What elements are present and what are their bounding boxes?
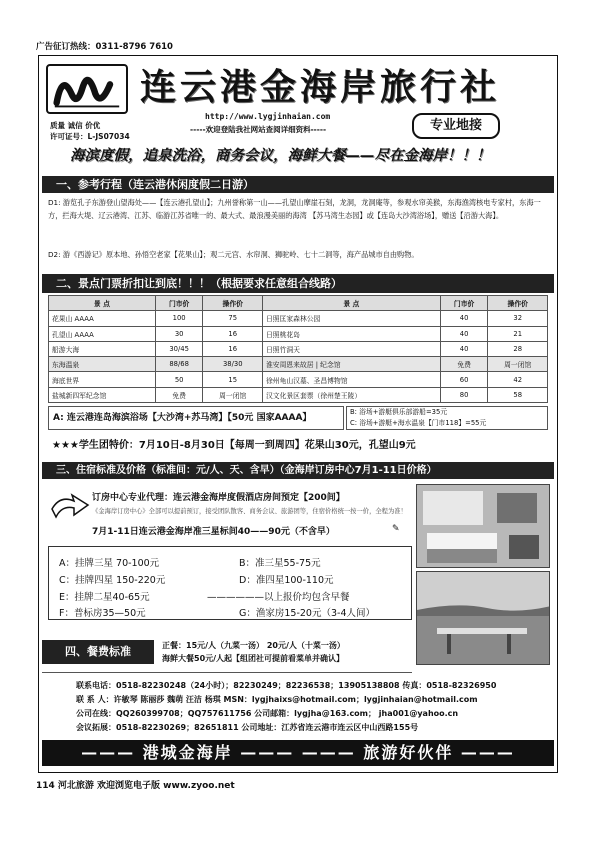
combo-bc bbox=[346, 406, 548, 430]
ad-hotline: 广告征订热线：0311-8796 7610 bbox=[36, 42, 173, 52]
table-cell: 38/30 bbox=[203, 357, 263, 372]
standard-room-price: 7月1-11日连云港金海岸准三星标间40——90元（不含早） bbox=[92, 527, 335, 537]
table-cell: 15 bbox=[203, 372, 263, 387]
divider bbox=[42, 672, 412, 673]
table-cell: 免费 bbox=[440, 357, 488, 372]
quality-line: 质量 诚信 价优 bbox=[50, 121, 101, 130]
table-cell: 日照匡家森林公园 bbox=[262, 311, 440, 326]
table-header: 门市价 bbox=[440, 296, 488, 311]
slogan: 海滨度假，追泉洗浴，商务会议，海鲜大餐——尽在金海岸！！！ bbox=[70, 148, 491, 164]
rate-g: G：渔家房15-20元（3-4人间） bbox=[239, 608, 375, 619]
arrow-icon bbox=[50, 493, 90, 523]
table-cell: 周一闭馆 bbox=[203, 387, 263, 402]
license-number: 许可证号：L-JS07034 bbox=[50, 132, 130, 141]
table-cell: 21 bbox=[488, 326, 548, 341]
local-host-badge: 专业地接 bbox=[412, 113, 500, 139]
table-cell: 40 bbox=[440, 341, 488, 356]
table-cell: 28 bbox=[488, 341, 548, 356]
student-offer: ★★★学生团特价：7月10日-8月30日【每周一到周四】花果山30元，孔望山9元 bbox=[52, 440, 416, 451]
table-row bbox=[49, 372, 548, 387]
table-cell: 50 bbox=[155, 372, 203, 387]
room-rates-box bbox=[48, 546, 412, 620]
agency-logo bbox=[46, 64, 128, 114]
table-cell: 75 bbox=[203, 311, 263, 326]
page-footer: 114 河北旅游 欢迎浏览电子版 www.zyoo.net bbox=[36, 781, 235, 791]
table-cell: 孔望山 AAAA bbox=[49, 326, 156, 341]
rate-breakfast-note: ——————以上报价均包含早餐 bbox=[207, 592, 350, 603]
combo-c: C: 浴场+游艇+海水温泉【门市118】=55元 bbox=[350, 419, 487, 427]
pointer-icon: ✎ bbox=[392, 524, 400, 534]
table-cell: 60 bbox=[440, 372, 488, 387]
table-cell: 海底世界 bbox=[49, 372, 156, 387]
table-cell: 船游大海 bbox=[49, 341, 156, 356]
table-cell: 30/45 bbox=[155, 341, 203, 356]
rate-f: F：普标房35—50元 bbox=[59, 608, 146, 619]
table-row bbox=[49, 341, 548, 356]
table-header: 门市价 bbox=[155, 296, 203, 311]
table-header: 操作价 bbox=[488, 296, 548, 311]
table-cell: 东海温泉 bbox=[49, 357, 156, 372]
website-link[interactable]: http://www.lygjinhaian.com bbox=[205, 112, 331, 121]
agency-name: 连云港金海岸旅行社 bbox=[140, 66, 501, 108]
table-row bbox=[49, 387, 548, 402]
rate-a: A：挂牌三星 70-100元 bbox=[59, 558, 160, 569]
combo-a: A: 连云港连岛海滨浴场【大沙湾+苏马湾】【50元 国家AAAA】 bbox=[48, 406, 344, 430]
welcome-text: -----欢迎登陆我社网站查阅详细资料----- bbox=[190, 125, 327, 134]
table-cell: 淮安周恩来故居 | 纪念馆 bbox=[262, 357, 440, 372]
ticket-price-table bbox=[48, 295, 548, 403]
logo-mountain-icon bbox=[48, 66, 126, 112]
day2-text: 游《西游记》原本地、孙悟空老家【花果山】；观二元宫、水帘洞、狮驼岭、七十二洞等，海产品城市自由购物。 bbox=[62, 250, 419, 259]
rate-e: E：挂牌二星40-65元 bbox=[59, 592, 150, 603]
table-cell: 盐城新四军纪念馆 bbox=[49, 387, 156, 402]
table-cell: 周一闭馆 bbox=[488, 357, 548, 372]
table-header: 景 点 bbox=[49, 296, 156, 311]
day2-label: D2: bbox=[48, 250, 61, 259]
table-cell: 80 bbox=[440, 387, 488, 402]
combo-b: B: 浴场+游艇俱乐部游船=35元 bbox=[350, 408, 448, 416]
table-cell: 16 bbox=[203, 326, 263, 341]
contact-address: 会议拓展：0518-82230269；82651811 公司地址：江苏省连云港市连云区中山西路155号 bbox=[76, 723, 419, 732]
table-row bbox=[49, 357, 548, 372]
itinerary-day1 bbox=[48, 196, 548, 222]
section-itinerary-header: 一、参考行程（连云港休闲度假二日游） bbox=[42, 176, 554, 193]
meal-line2: 海鲜大餐50元/人起【组团社可提前看菜单并确认】 bbox=[162, 654, 345, 663]
day1-text: 游览孔子东游登山望海处——【连云港孔望山】；九州誉称第一山——孔望山摩崖石刻，龙洞，龙洞庵等，参观水帘美猴，东海渔湾核电专家村，东海一方，拦海大堤、辽云港湾、江苏、临游江苏省唯一的、最大式、最浪漫美丽的海湾 bbox=[48, 198, 541, 220]
table-cell: 16 bbox=[203, 341, 263, 356]
section-lodging-header: 三、住宿标准及价格（标准间：元/人、天、含早）（金海岸订房中心7月1-11日价格） bbox=[42, 462, 554, 479]
hotel-room-photo bbox=[416, 484, 550, 568]
itinerary-day2 bbox=[48, 248, 548, 261]
table-header: 景 点 bbox=[262, 296, 440, 311]
booking-agent: 订房中心专业代理：连云港金海岸度假酒店房间预定【200间】 bbox=[92, 493, 345, 503]
table-row bbox=[49, 311, 548, 326]
section-tickets-header: 二、景点门票折扣让到底！！！（根据要求任意组合线路） bbox=[42, 274, 554, 293]
table-row bbox=[49, 326, 548, 341]
table-cell: 40 bbox=[440, 311, 488, 326]
table-cell: 42 bbox=[488, 372, 548, 387]
table-cell: 32 bbox=[488, 311, 548, 326]
table-cell: 汉文化景区套票（徐州楚王陵） bbox=[262, 387, 440, 402]
table-cell: 88/68 bbox=[155, 357, 203, 372]
day1-text-cont: 【苏马湾生态园】或【连岛大沙湾浴场】，赠送【沿游大海】。 bbox=[309, 211, 504, 220]
rate-d: D：准四星100-110元 bbox=[239, 575, 334, 586]
contact-phone: 联系电话：0518-82230248（24小时）；82230249；82236538；13905138808 传真：0518-82326950 bbox=[76, 681, 497, 690]
table-header-row bbox=[49, 296, 548, 311]
table-cell: 徐州龟山汉墓、圣昌博物馆 bbox=[262, 372, 440, 387]
table-cell: 日照桃花岛 bbox=[262, 326, 440, 341]
footer-banner: ——— 港城金海岸 ——— ——— 旅游好伙伴 ——— bbox=[42, 740, 554, 766]
table-cell: 100 bbox=[155, 311, 203, 326]
table-cell: 30 bbox=[155, 326, 203, 341]
table-header: 操作价 bbox=[203, 296, 263, 311]
table-cell: 日照竹洞天 bbox=[262, 341, 440, 356]
section-meal-header: 四、餐费标准 bbox=[42, 640, 154, 664]
rate-b: B：准三星55-75元 bbox=[239, 558, 321, 569]
beach-photo bbox=[416, 571, 550, 665]
contact-people: 联 系 人：许敏琴 陈丽莎 魏萌 汪洁 杨琪 MSN：lygjhaixs@hotmail.com；lygjinhaian@hotmail.com bbox=[76, 695, 478, 704]
table-cell: 花果山 AAAA bbox=[49, 311, 156, 326]
booking-note: 《金海岸订房中心》全部可以提前预订，接受团队散客、商务会议、旅游团等，住宿价格统一按一价，全程为准！ bbox=[92, 508, 407, 515]
table-cell: 40 bbox=[440, 326, 488, 341]
day1-label: D1: bbox=[48, 198, 61, 207]
table-cell: 免费 bbox=[155, 387, 203, 402]
table-cell: 58 bbox=[488, 387, 548, 402]
contact-online: 公司在线：QQ260399708；QQ757611756 公司邮箱：lygjha@163.com； jha001@yahoo.cn bbox=[76, 709, 459, 718]
meal-line1: 正餐：15元/人（九菜一汤） 20元/人（十菜一汤） bbox=[162, 641, 345, 650]
rate-c: C：挂牌四星 150-220元 bbox=[59, 575, 166, 586]
